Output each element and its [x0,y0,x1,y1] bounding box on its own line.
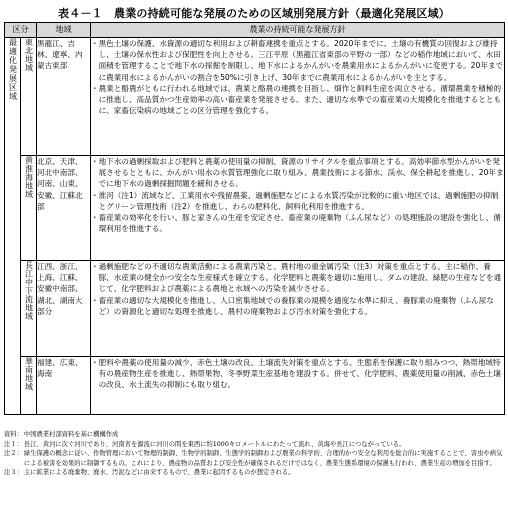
footnotes [4,430,504,478]
policy-text: 畜産業の適切な大規模化を推進し、人口密集地域での養豚業の規模を適度な水準に抑え、養豚業の廃棄物（ふん尿など）の資源化と適切な処理を推進し、農村の廃棄物および汚水対策を強化する。 [98,295,494,316]
area-cell: 黒龍江、吉林、遼寧、内蒙古東部 [37,38,91,156]
note-text: 主に鉱業による廃棄物、廃水、汚泥などに由来するもので、農業に起因するものが想定される。 [23,469,295,477]
policy-text: 畜産業の効率化を行い、豚と家きんの生産を安定させ、畜産業の廃棄物（ふん尿など）の処理施設の建設を強化し、循環利用を推進する。 [98,213,501,234]
policy-bullet [91,83,504,117]
table-title: 表４－１ 農業の持続可能な発展のための区域別発展方針（最適化発展区域） [58,7,450,20]
header-zone: 区分 [5,23,37,38]
note-text: 長江、黄河に次ぐ河川であり、河南省を源流に河川の間を東西に約1000キロメートルにわたって流れ、黄海や長江につながっている。 [23,440,406,448]
policy-cell [91,38,505,156]
note-label: 注３： [4,469,23,477]
subregion-cell [21,357,37,415]
area-cell: 江西、浙江、上海、江蘇、安徽中南部、湖北、湖南大部分 [37,261,91,357]
bullet-marker: ・ [91,190,99,200]
note-label: 注１： [4,440,23,448]
note-text: 緑生保護の概念に従い、作物管理において物理的制御、生物学的制御、生態学的制御および農業の科学的、合理的かつ安全な利用を総合的に実施することで、害虫や病気による被害を効果的に制御するもの。これにより、農産物の品質および安全性が確保されるだけではなく、農業生態系環境の保護も行われ、農業生産の増加を目指す。 [23,450,503,467]
subregion-label: 東北地域 [24,38,34,72]
note-text: 中国農業村部資料を基に機構作成 [23,431,119,438]
table-row [5,261,505,357]
policy-bullet [91,212,504,234]
table-row [5,38,505,156]
policy-text: 黒色土壌の保護、水資源の適切な利用および耕畜連携を重点とする。2020年までに、土壌の有機質の回復および維持し、土壌の保水性および保肥性を向上させる。三江平原（黒龍江省東部の平野の一部）などの稲作地域において、水田面積を管理することで地下水の採掘を制限し、地下水によるかんがいを農業用水によるかんがいに変更する。20年までに農業用水によるかんがいの割合を50%に引き上げ、30年までに農業用水によるかんがいを主とする。 [98,39,504,82]
bullet-marker: ・ [91,262,99,271]
subregion-cell [21,156,37,261]
bullet-marker: ・ [91,358,99,367]
bullet-marker: ・ [91,213,99,223]
source-note [4,430,504,440]
table-row [5,357,505,415]
subregion-cell [21,38,37,156]
subregion-label: 黄淮海地域 [24,156,34,199]
zone-cell [5,38,21,415]
policy-bullet [91,38,504,83]
bullet-marker: ・ [91,83,99,93]
policy-cell [91,156,505,261]
policy-text: 過剰施肥などの不適切な農業活動による農業汚染と、農村地の重金属汚染（注3）対策を重点とする。主に稲作、養豚、水産業の健全かつ安全な生産様式を確立する。化学肥料と農薬を適切に施用し、ダムの建設、緑肥の生産などを通じて、化学肥料および農薬による農地と水域への汚染を減少させる。 [98,262,502,294]
policy-bullet [91,190,504,212]
footnote-1 [4,440,504,450]
header-area: 地域 [37,23,91,38]
note-label: 資料： [4,431,23,438]
bullet-marker: ・ [91,39,99,48]
policy-bullet [91,156,504,190]
subregion-label: 華南地域 [24,357,34,391]
bullet-marker: ・ [91,295,99,305]
subregion-label: 長江中下流地域 [24,261,34,321]
footnote-2 [4,449,504,468]
area-cell: 福建、広東、海南 [37,357,91,415]
policy-cell [91,357,505,415]
area-cell: 北京、天津、河北中南部、河南、山東、安徽、江蘇北部 [37,156,91,261]
policy-bullet [91,357,504,391]
subregion-cell [21,261,37,357]
header-row [5,23,505,38]
header-policy: 農業の持続可能な発展方針 [91,23,505,38]
policy-table [4,22,505,415]
policy-bullet [91,261,504,295]
policy-text: 淮河（注1）流域など、工業用水や残留農薬、過剰施肥などによる水質汚染が比較的に重い地区では、過剰施肥の抑制とグリーン管理技術（注2）を推進し、わらの肥料化、飼料化利用を推進する。 [98,190,499,211]
note-label: 注２： [4,450,23,458]
table-row [5,156,505,261]
bullet-marker: ・ [91,157,99,166]
policy-cell [91,261,505,357]
policy-text: 農業と酪農がともに行われる地域では、農業と酪農の連携を目指し、畑作と飼料生産を両立させる。循環農業を積極的に推進し、高品質かつ生産効率の高い畜産業を発展させる。また、適切な水準での畜産業の大規模化を推進するとともに、家畜伝染病の地域ごとの区分管理を強化する。 [98,83,502,116]
zone-label: 最適化発展区域 [8,38,18,101]
policy-text: 地下水の過剰採取および肥料と農薬の使用量の抑制、資源のリサイクルを重点事項とする。高効率節水型かんがいを発展させるとともに、かんがい用水の水質管理強化に取り組み、農業技術による節水、渓水、保全耕起を推進し、20年までに地下水の過剰採掘問題を緩和させる。 [98,157,504,189]
policy-bullet [91,295,504,317]
footnote-3 [4,468,504,478]
policy-text: 肥料や農薬の使用量の減少、赤色土壌の改良、土壌流失対策を重点とする。生態系を保護に取り組みつつ、熱帯地域特有の農産物生産を推進し、熱帯果物、冬季野菜生産基地を建設する。併せて、化学肥料、農薬使用量の削減、赤色土壌の改良、水土流失の抑制にも取り組む。 [98,358,501,390]
